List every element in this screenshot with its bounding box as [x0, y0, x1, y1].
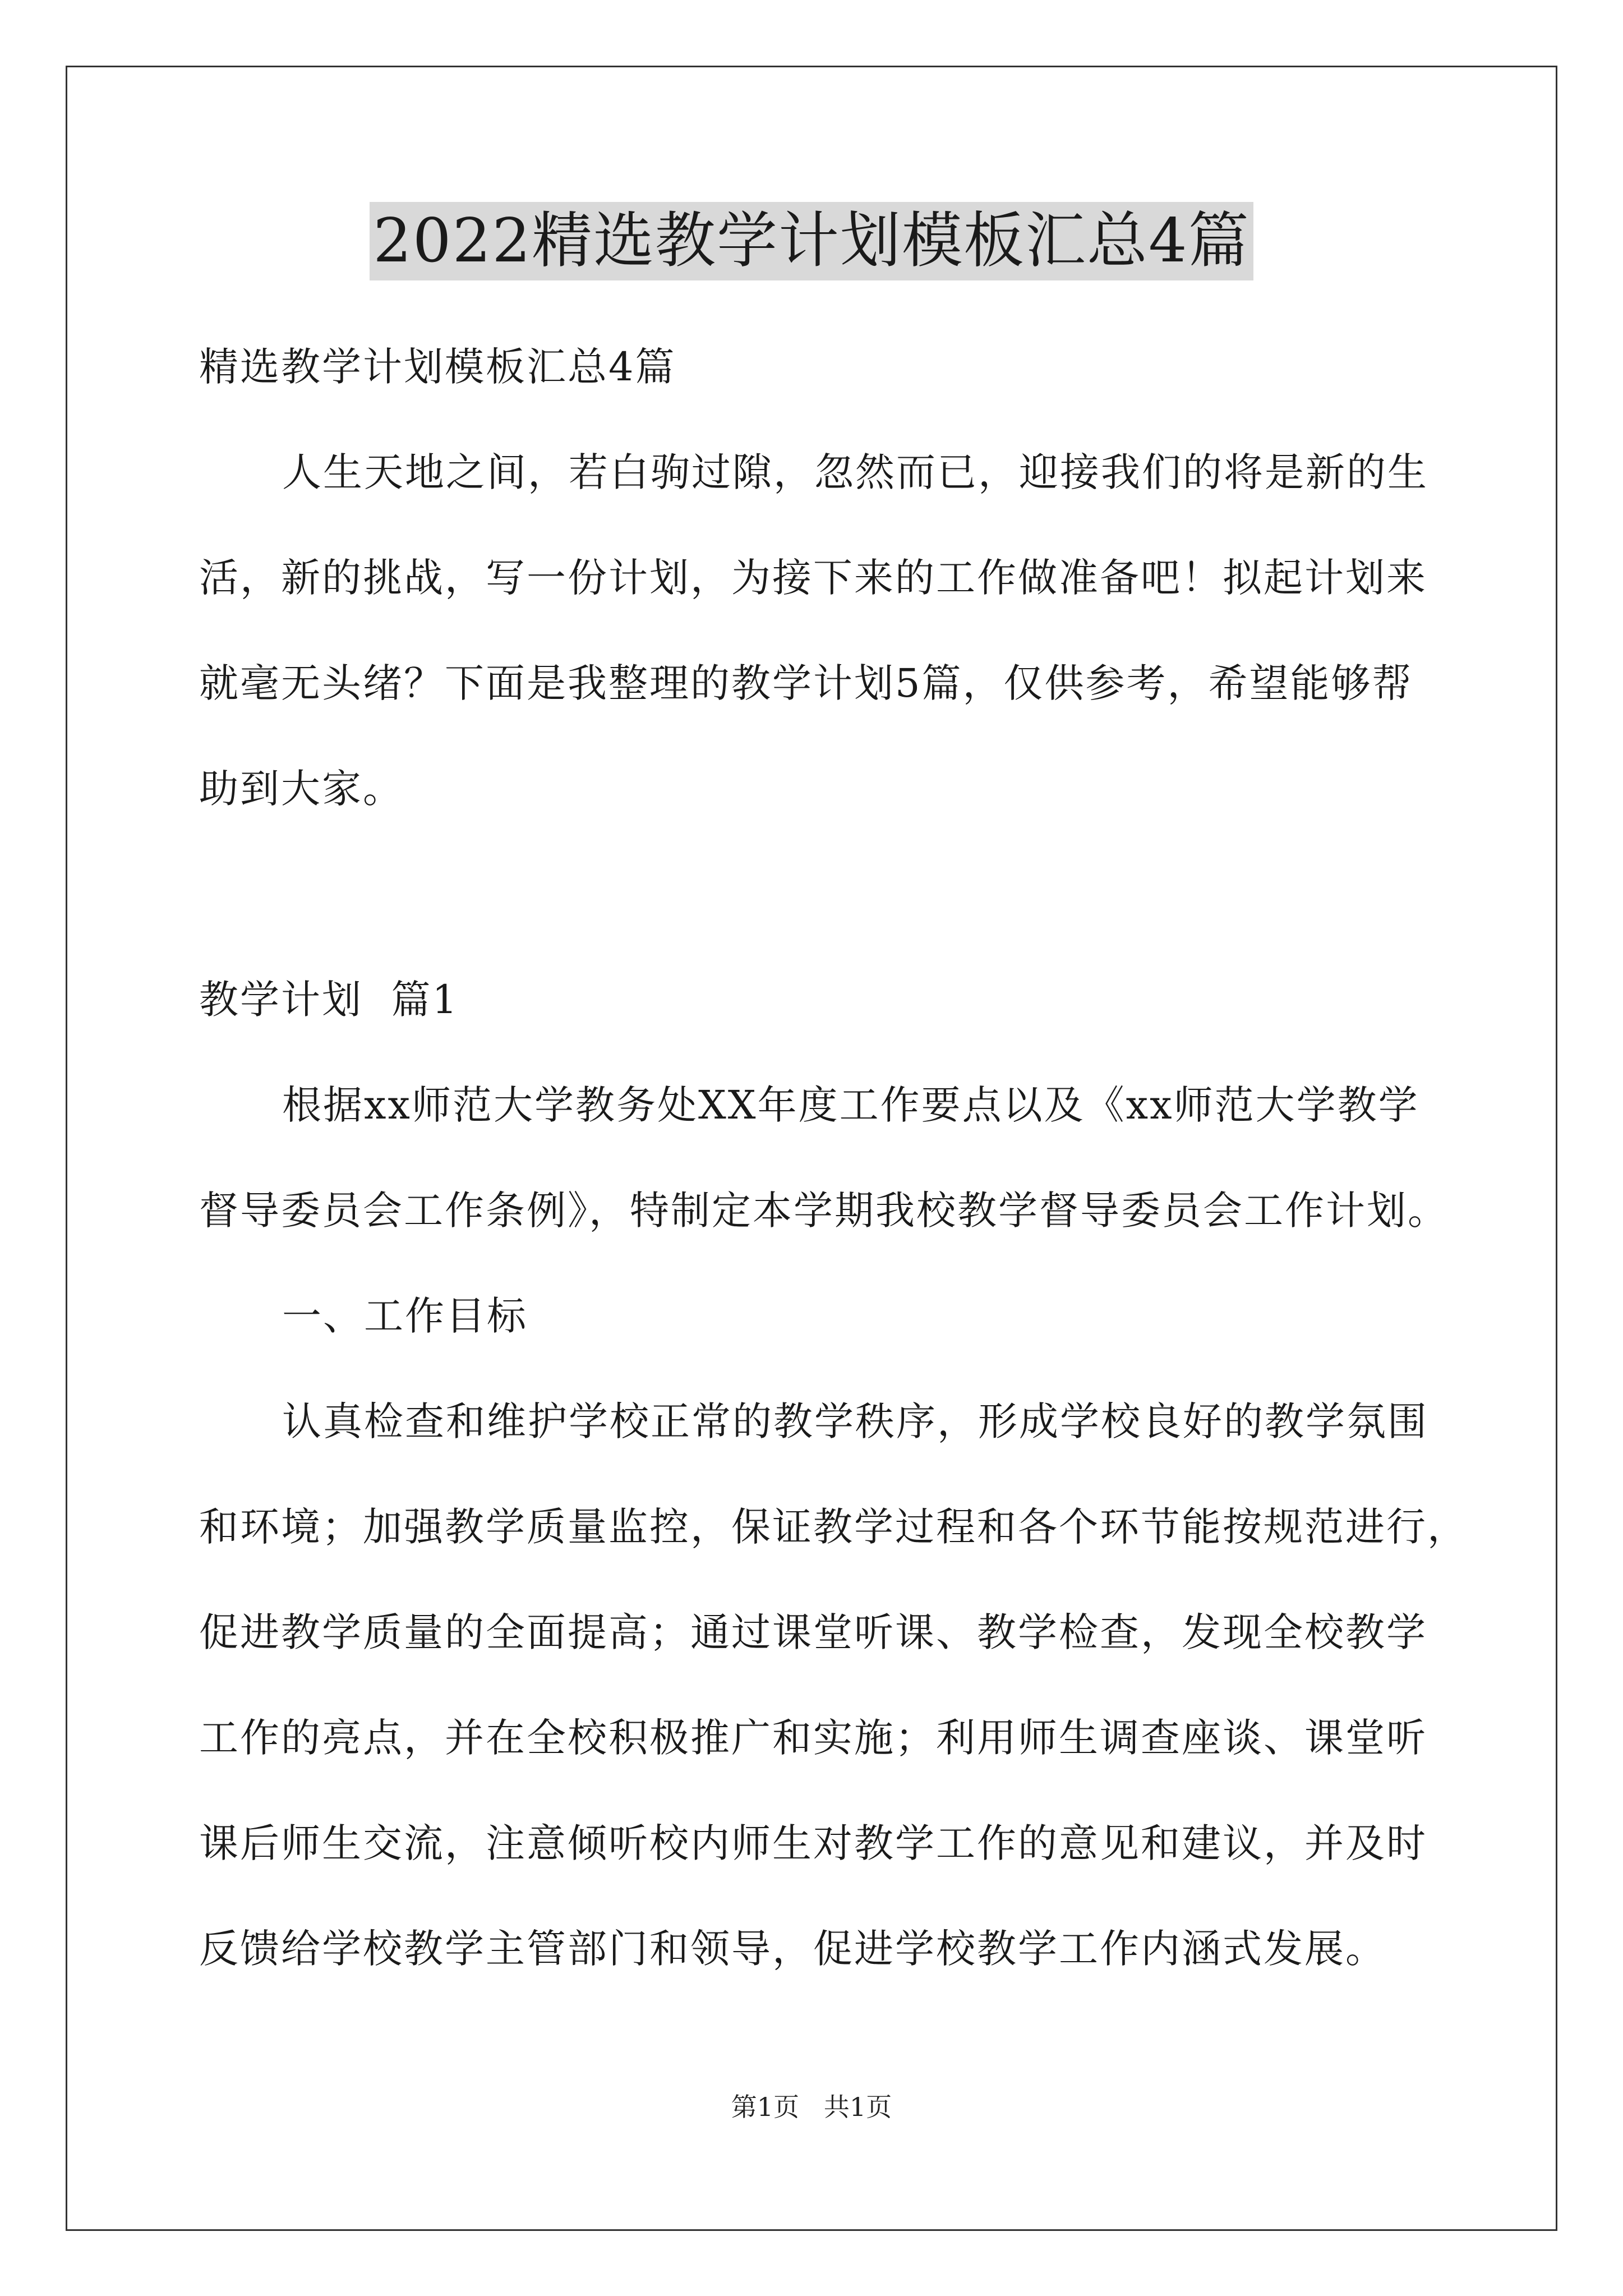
paragraph-line: 和环境；加强教学质量监控，保证教学过程和各个环节能按规范进行，	[199, 1504, 1468, 1550]
document-body	[199, 314, 1468, 2001]
intro-line: 人生天地之间，若白驹过隙，忽然而已，迎接我们的将是新的生	[282, 449, 1428, 495]
paragraph-line: 工作的亮点，并在全校积极推广和实施；利用师生调查座谈、课堂听	[199, 1715, 1427, 1761]
section-heading: 教学计划 篇1	[199, 977, 459, 1023]
subheading: 一、工作目标	[282, 1293, 528, 1339]
spacer	[199, 841, 1441, 947]
page-footer: 第1页 共1页	[731, 2092, 892, 2122]
document-title: 2022精选教学计划模板汇总4篇	[370, 202, 1253, 280]
paragraph-line: 反馈给学校教学主管部门和领导，促进学校教学工作内涵式发展。	[199, 1926, 1386, 1972]
intro-line: 助到大家。	[199, 766, 404, 812]
paragraph-line: 督导委员会工作条例》，特制定本学期我校教学督导委员会工作计划。	[199, 1188, 1449, 1234]
intro-line: 就毫无头绪？下面是我整理的教学计划5篇，仅供参考，希望能够帮	[199, 660, 1413, 706]
paragraph-line: 促进教学质量的全面提高；通过课堂听课、教学检查，发现全校教学	[199, 1609, 1427, 1655]
intro-line: 活，新的挑战，写一份计划，为接下来的工作做准备吧！拟起计划来	[199, 555, 1427, 601]
title-container	[0, 202, 1623, 280]
document-subtitle: 精选教学计划模板汇总4篇	[199, 344, 676, 390]
paragraph-line: 课后师生交流，注意倾听校内师生对教学工作的意见和建议，并及时	[199, 1820, 1427, 1866]
paragraph-line: 根据xx师范大学教务处XX年度工作要点以及《xx师范大学教学	[282, 1082, 1419, 1128]
paragraph-line: 认真检查和维护学校正常的教学秩序，形成学校良好的教学氛围	[282, 1398, 1428, 1444]
